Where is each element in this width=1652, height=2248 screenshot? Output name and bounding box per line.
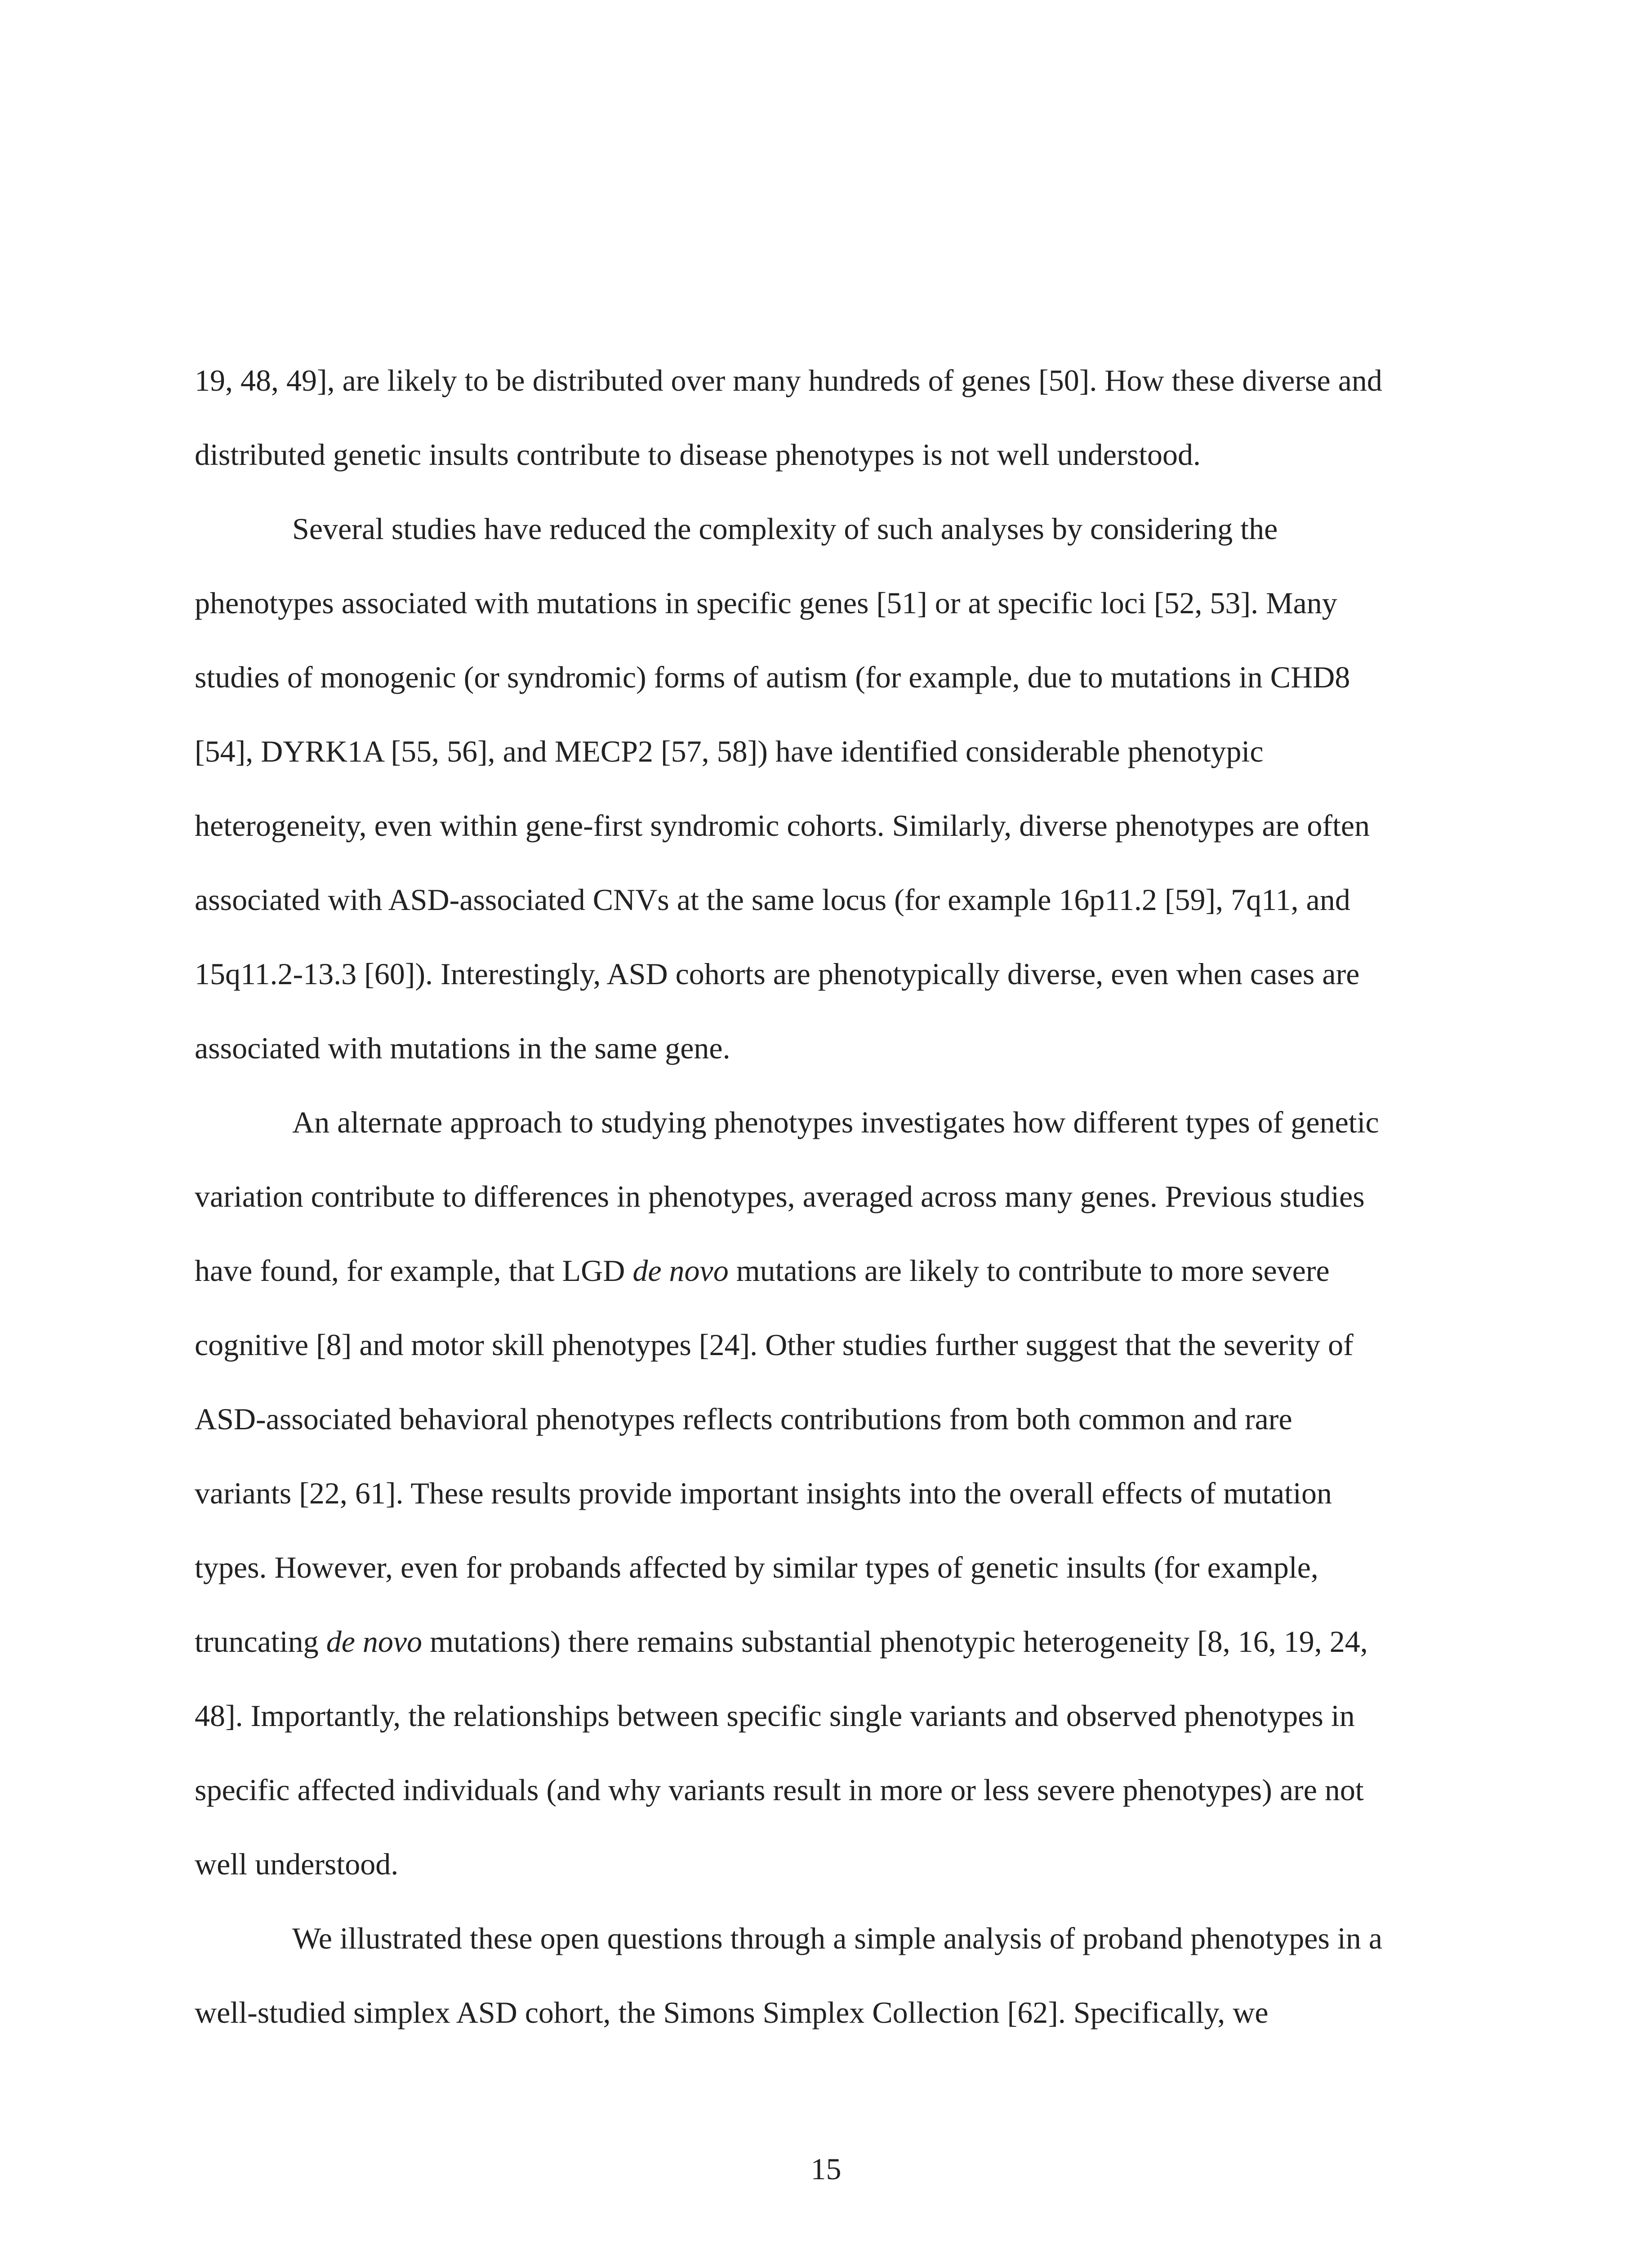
paragraph-first-line: We illustrated these open questions through a simple analysis of proband phenotypes in a bbox=[292, 1921, 1383, 1955]
text-line: specific affected individuals (and why variants result in more or less severe phenotypes) are not bbox=[195, 1773, 1364, 1807]
text-line: ASD-associated behavioral phenotypes reflects contributions from both common and rare bbox=[195, 1402, 1292, 1436]
text-line: associated with mutations in the same gene. bbox=[195, 1031, 730, 1065]
text-line: types. However, even for probands affected by similar types of genetic insults (for example, bbox=[195, 1550, 1318, 1584]
text-run: mutations) there remains substantial phenotypic heterogeneity [8, 16, 19, 24, bbox=[422, 1624, 1368, 1659]
text-line bbox=[195, 1626, 1368, 1657]
text-line: studies of monogenic (or syndromic) forms of autism (for example, due to mutations in CHD8 bbox=[195, 660, 1350, 694]
paragraph-first-line: An alternate approach to studying phenotypes investigates how different types of genetic bbox=[292, 1105, 1379, 1139]
text-line: 48]. Importantly, the relationships between specific single variants and observed phenotypes in bbox=[195, 1699, 1355, 1733]
text-line: 15q11.2-13.3 [60]). Interestingly, ASD cohorts are phenotypically diverse, even when cases are bbox=[195, 957, 1360, 991]
text-line: well understood. bbox=[195, 1847, 399, 1881]
text-line: variants [22, 61]. These results provide important insights into the overall effects of mutation bbox=[195, 1476, 1332, 1510]
text-line: [54], DYRK1A [55, 56], and MECP2 [57, 58]) have identified considerable phenotypic bbox=[195, 734, 1264, 768]
text-line: distributed genetic insults contribute to disease phenotypes is not well understood. bbox=[195, 437, 1201, 472]
paragraph-first-line: Several studies have reduced the complexity of such analyses by considering the bbox=[292, 512, 1278, 546]
text-run: mutations are likely to contribute to more severe bbox=[728, 1253, 1330, 1288]
text-line: cognitive [8] and motor skill phenotypes [24]. Other studies further suggest that the severity of bbox=[195, 1328, 1354, 1362]
text-run: have found, for example, that LGD bbox=[195, 1253, 633, 1288]
italic-term: de novo bbox=[632, 1253, 729, 1288]
text-line: 19, 48, 49], are likely to be distributed over many hundreds of genes [50]. How these diverse and bbox=[195, 363, 1382, 397]
text-line: heterogeneity, even within gene-first syndromic cohorts. Similarly, diverse phenotypes are often bbox=[195, 808, 1370, 843]
text-line bbox=[195, 1255, 1330, 1286]
text-line: well-studied simplex ASD cohort, the Simons Simplex Collection [62]. Specifically, we bbox=[195, 1995, 1269, 2029]
text-line: phenotypes associated with mutations in specific genes [51] or at specific loci [52, 53]. Many bbox=[195, 586, 1337, 620]
text-line: associated with ASD-associated CNVs at the same locus (for example 16p11.2 [59], 7q11, and bbox=[195, 883, 1350, 917]
text-line: variation contribute to differences in phenotypes, averaged across many genes. Previous studies bbox=[195, 1179, 1365, 1213]
page-number: 15 bbox=[810, 2152, 842, 2186]
text-run: truncating bbox=[195, 1624, 326, 1659]
italic-term: de novo bbox=[326, 1624, 423, 1659]
